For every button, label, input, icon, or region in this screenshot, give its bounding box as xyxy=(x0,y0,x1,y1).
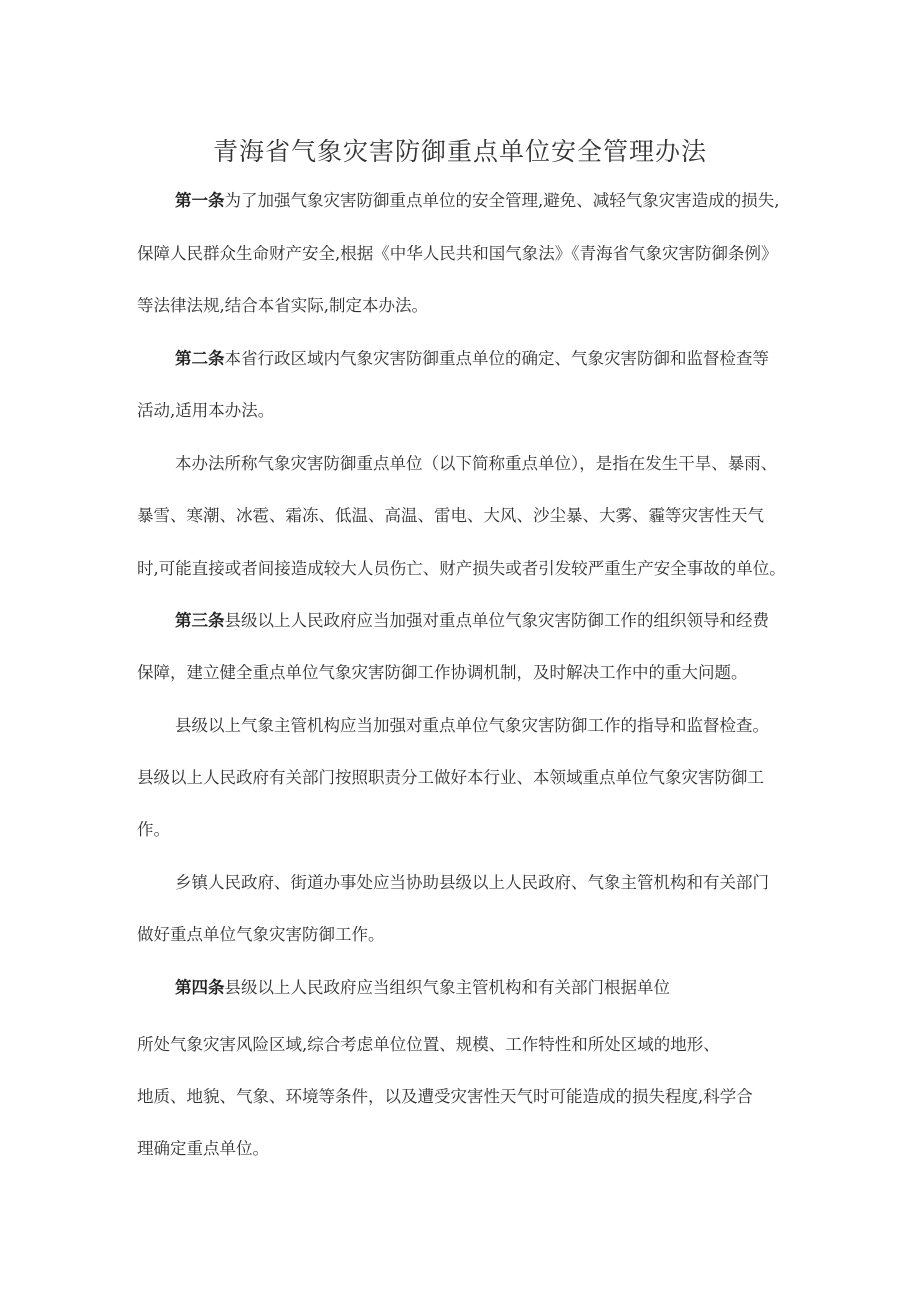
line-text: 本省行政区域内气象灾害防御重点单位的确定、气象灾害防御和监督检查等 xyxy=(224,349,769,368)
line-text: 时,可能直接或者间接造成较大人员伤亡、财产损失或者引发较严重生产安全事故的单位。 xyxy=(137,559,786,578)
line-text: 县级以上人民政府有关部门按照职责分工做好本行业、本领域重点单位气象灾害防御工 xyxy=(137,768,764,787)
line-text: 县级以上气象主管机构应当加强对重点单位气象灾害防御工作的指导和监督检查。 xyxy=(175,716,769,735)
line-text: 县级以上人民政府应当组织气象主管机构和有关部门根据单位 xyxy=(224,978,670,997)
line-text: 暴雪、寒潮、冰雹、霜冻、低温、高温、雷电、大风、沙尘暴、大雾、霾等灾害性天气 xyxy=(137,506,764,525)
article-number: 第四条 xyxy=(175,978,225,997)
line-text: 地质、地貌、气象、环境等条件，以及遭受灾害性天气时可能造成的损失程度,科学合 xyxy=(137,1087,753,1106)
paragraph-line xyxy=(137,924,385,946)
line-text: 乡镇人民政府、街道办事处应当协助县级以上人民政府、气象主管机构和有关部门 xyxy=(175,873,769,892)
line-text: 本办法所称气象灾害防御重点单位（以下简称重点单位），是指在发生干旱、暴雨、 xyxy=(175,454,778,473)
line-text: 保障人民群众生命财产安全,根据《中华人民共和国气象法》《青海省气象灾害防御条例》 xyxy=(137,244,778,263)
line-text: 作。 xyxy=(137,820,170,839)
paragraph-line xyxy=(137,1086,753,1108)
paragraph-line xyxy=(137,662,748,684)
paragraph-line xyxy=(175,977,670,999)
article-number: 第一条 xyxy=(175,191,225,210)
paragraph-line xyxy=(137,558,786,580)
paragraph-line xyxy=(137,400,274,422)
line-text: 为了加强气象灾害防御重点单位的安全管理,避免、减轻气象灾害造成的损失, xyxy=(224,191,780,210)
line-text: 保障，建立健全重点单位气象灾害防御工作协调机制，及时解决工作中的重大问题。 xyxy=(137,663,748,682)
paragraph-line xyxy=(137,819,170,841)
line-text: 做好重点单位气象灾害防御工作。 xyxy=(137,925,385,944)
paragraph-line xyxy=(137,295,428,317)
paragraph-line xyxy=(175,610,769,632)
paragraph-line xyxy=(175,348,769,370)
paragraph-line xyxy=(175,453,777,475)
article-number: 第二条 xyxy=(175,349,225,368)
paragraph-line xyxy=(137,767,764,789)
paragraph-line xyxy=(175,190,780,212)
line-text: 所处气象灾害风险区域,综合考虑单位位置、规模、工作特性和所处区域的地形、 xyxy=(137,1035,720,1054)
document-title: 青海省气象灾害防御重点单位安全管理办法 xyxy=(212,137,707,166)
line-text: 等法律法规,结合本省实际,制定本办法。 xyxy=(137,296,428,315)
paragraph-line xyxy=(137,505,764,527)
article-number: 第三条 xyxy=(175,611,225,630)
paragraph-line xyxy=(175,715,769,737)
line-text: 理确定重点单位。 xyxy=(137,1139,269,1158)
paragraph-line xyxy=(175,872,769,894)
paragraph-line xyxy=(137,1034,720,1056)
paragraph-line xyxy=(137,243,778,265)
line-text: 县级以上人民政府应当加强对重点单位气象灾害防御工作的组织领导和经费 xyxy=(224,611,769,630)
line-text: 活动,适用本办法。 xyxy=(137,401,275,420)
paragraph-line xyxy=(137,1138,269,1160)
